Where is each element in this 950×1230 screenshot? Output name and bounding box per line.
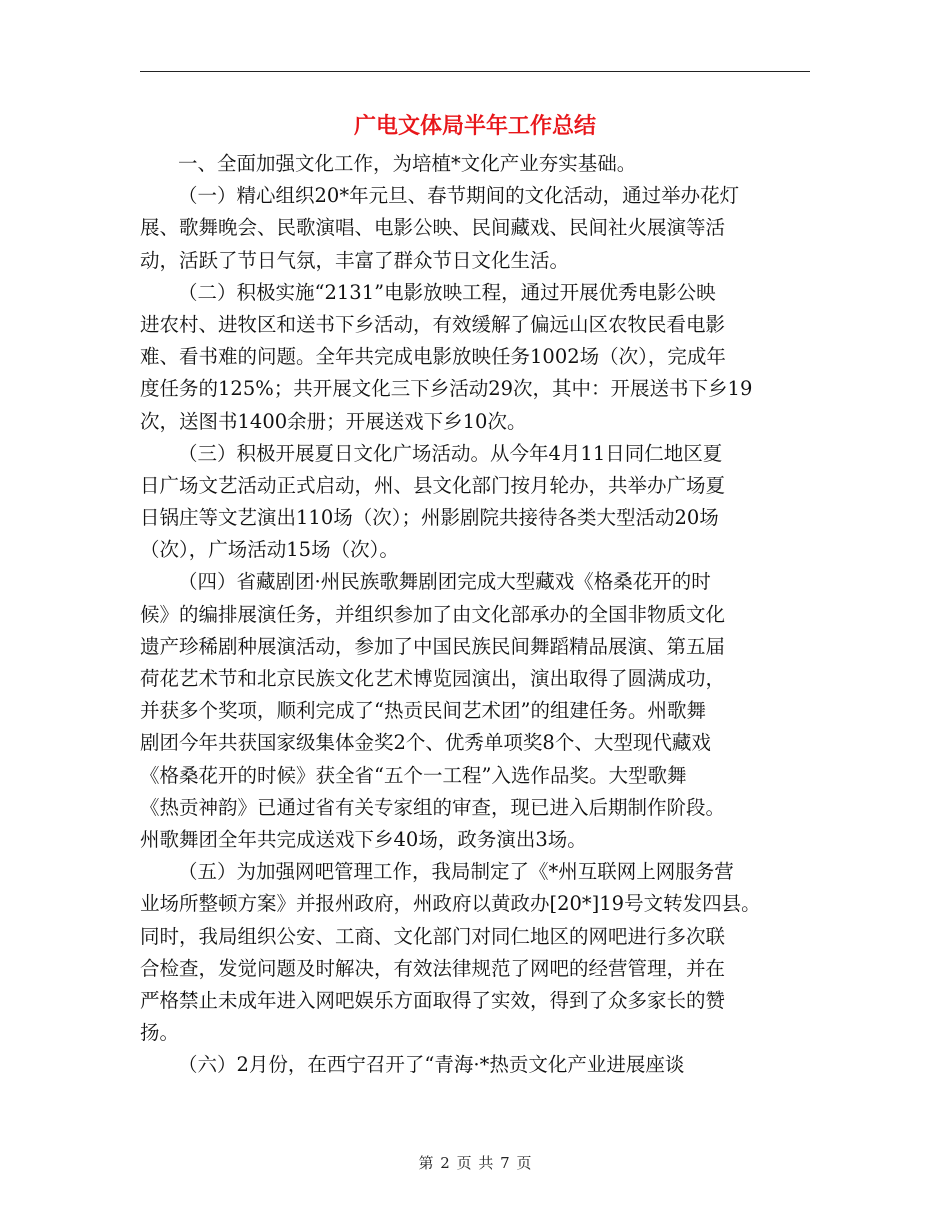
body-line: 并获多个奖项，顺利完成了“热贡民间艺术团”的组建任务。州歌舞	[140, 699, 706, 723]
document-body	[140, 148, 810, 1081]
body-line: （三）积极开展夏日文化广场活动。从今年4月11日同仁地区夏	[178, 441, 723, 465]
body-line: 剧团今年共获国家级集体金奖2个、优秀单项奖8个、大型现代藏戏	[140, 731, 711, 755]
body-line: （四）省藏剧团·州民族歌舞剧团完成大型藏戏《格桑花开的时	[178, 570, 711, 594]
body-line: （一）精心组织20*年元旦、春节期间的文化活动，通过举办花灯	[178, 184, 740, 208]
body-line: （六）2月份，在西宁召开了“青海·*热贡文化产业进展座谈	[178, 1053, 685, 1077]
body-line: 日广场文艺活动正式启动，州、县文化部门按月轮办，共举办广场夏	[140, 473, 726, 497]
body-line: 合检查，发觉问题及时解决，有效法律规范了网吧的经营管理，并在	[140, 956, 726, 980]
body-line: 进农村、进牧区和送书下乡活动，有效缓解了偏远山区农牧民看电影	[140, 312, 726, 336]
body-line: 动，活跃了节日气氛，丰富了群众节日文化生活。	[140, 248, 570, 272]
body-line: （次），广场活动15场（次）。	[140, 538, 399, 562]
body-line: 荷花艺术节和北京民族文化艺术博览园演出，演出取得了圆满成功，	[140, 667, 726, 690]
body-line: 难、看书难的问题。全年共完成电影放映任务1002场（次），完成年	[140, 345, 726, 369]
body-line: 度任务的125%；共开展文化三下乡活动29次，其中：开展送书下乡19	[140, 377, 753, 401]
body-line: 州歌舞团全年共完成送戏下乡40场，政务演出3场。	[140, 827, 587, 851]
body-line: （二）积极实施“2131”电影放映工程，通过开展优秀电影公映	[178, 280, 716, 304]
body-line: 严格禁止未成年进入网吧娱乐方面取得了实效，得到了众多家长的赞	[140, 988, 726, 1012]
body-line: 次，送图书1400余册；开展送戏下乡10次。	[140, 409, 527, 433]
body-line: 扬。	[140, 1021, 180, 1045]
body-line: （五）为加强网吧管理工作，我局制定了《*州互联网上网服务营	[178, 860, 734, 884]
body-line: 《热贡神韵》已通过省有关专家组的审查，现已进入后期制作阶段。	[140, 795, 726, 819]
body-line: 遗产珍稀剧种展演活动，参加了中国民族民间舞蹈精品展演、第五届	[140, 634, 726, 658]
document-title: 广电文体局半年工作总结	[353, 113, 596, 139]
body-line: 一、全面加强文化工作，为培植*文化产业夯实基础。	[178, 152, 637, 175]
body-line: 候》的编排展演任务，并组织参加了由文化部承办的全国非物质文化	[140, 602, 726, 626]
header-rule	[140, 71, 810, 72]
body-line: 《格桑花开的时候》获全省“五个一工程”入选作品奖。大型歌舞	[140, 763, 687, 787]
page-number-footer: 第 2 页 共 7 页	[418, 1154, 532, 1172]
body-line: 展、歌舞晚会、民歌演唱、电影公映、民间藏戏、民间社火展演等活	[140, 216, 726, 240]
body-line: 业场所整顿方案》并报州政府，州政府以黄政办[20*]19号文转发四县。	[140, 892, 761, 916]
body-line: 同时，我局组织公安、工商、文化部门对同仁地区的网吧进行多次联	[140, 924, 726, 948]
body-line: 日锅庄等文艺演出110场（次）；州影剧院共接待各类大型活动20场	[140, 506, 719, 530]
